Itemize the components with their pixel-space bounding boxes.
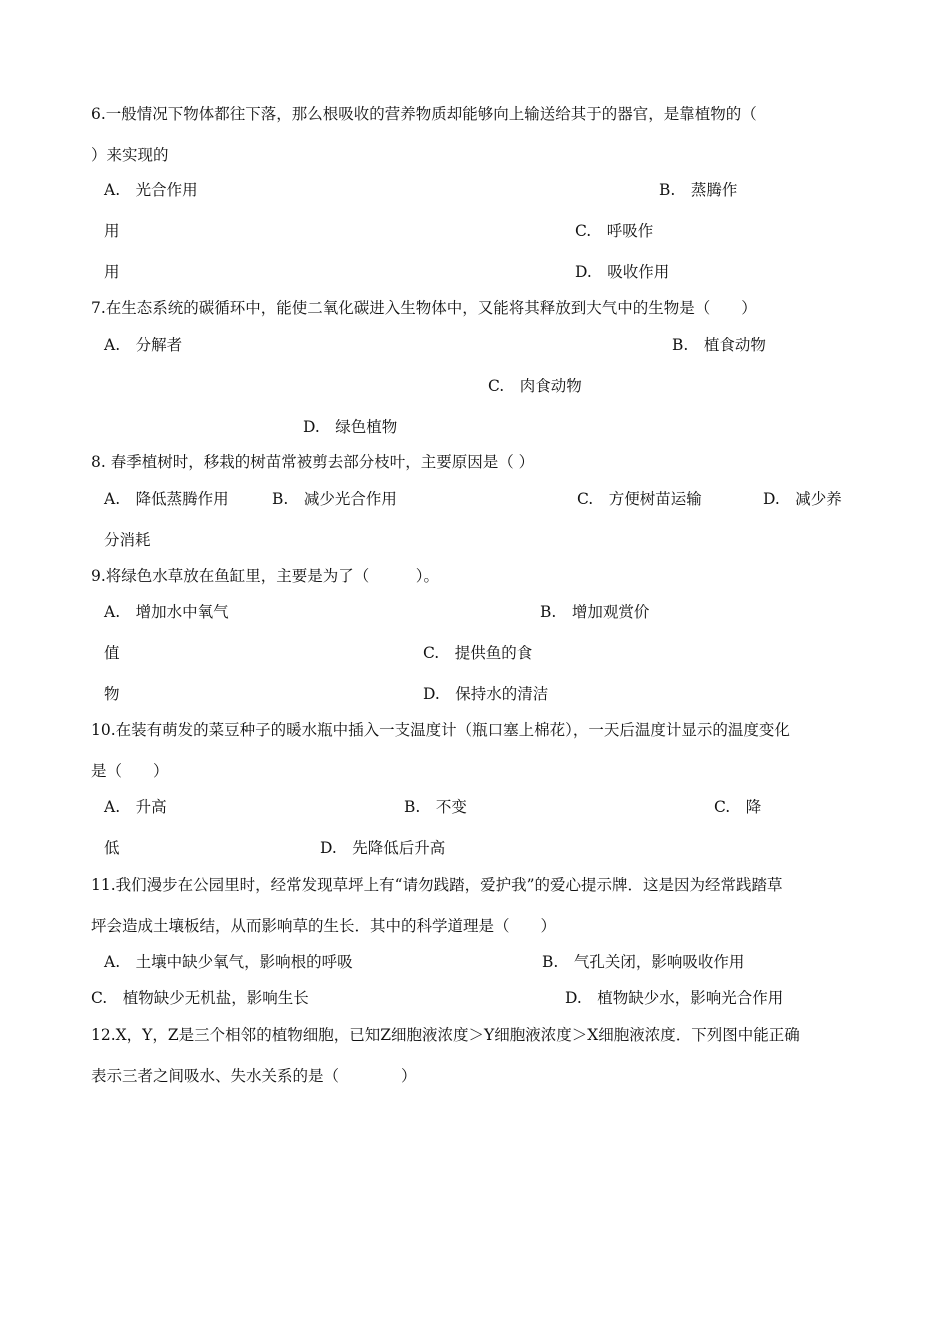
question-6-option-b-continued: 用: [104, 222, 120, 240]
question-9-option-c: C. 提供鱼的食: [423, 644, 533, 662]
question-6-option-c-continued: 用: [104, 263, 120, 281]
question-10-option-c-continued: 低: [104, 839, 120, 857]
question-6-option-a: A. 光合作用: [104, 181, 198, 199]
question-7-stem: 7.在生态系统的碳循环中，能使二氧化碳进入生物体中，又能将其释放到大气中的生物是（ ）: [91, 299, 757, 317]
question-8-option-b: B. 减少光合作用: [272, 490, 397, 508]
question-11-option-c: C. 植物缺少无机盐，影响生长: [91, 989, 309, 1007]
question-12-stem-line-1: 12.X，Y，Z是三个相邻的植物细胞，已知Z细胞液浓度＞Y细胞液浓度＞X细胞液浓度．下列图中能正确: [91, 1026, 800, 1044]
question-7-option-a: A. 分解者: [104, 336, 183, 354]
question-6-stem-line-2: ）来实现的: [91, 146, 169, 164]
question-10-option-a: A. 升高: [104, 798, 167, 816]
question-8-option-d-continued: 分消耗: [104, 531, 151, 549]
question-7-option-c: C. 肉食动物: [488, 377, 582, 395]
question-8-option-c: C. 方便树苗运输: [577, 490, 702, 508]
question-10-option-b: B. 不变: [404, 798, 467, 816]
question-11-stem-line-2: 坪会造成土壤板结，从而影响草的生长．其中的科学道理是（ ）: [91, 917, 557, 935]
question-9-option-b-continued: 值: [104, 644, 120, 662]
question-9-option-a: A. 增加水中氧气: [104, 603, 229, 621]
question-11-stem-line-1: 11.我们漫步在公园里时，经常发现草坪上有“请勿践踏，爱护我”的爱心提示牌．这是因为经常践踏草: [91, 876, 783, 894]
question-11-option-b: B. 气孔关闭，影响吸收作用: [542, 953, 745, 971]
question-9-option-c-continued: 物: [104, 685, 120, 703]
question-11-option-d: D. 植物缺少水，影响光合作用: [565, 989, 784, 1007]
question-10-option-d: D. 先降低后升高: [320, 839, 446, 857]
question-7-option-d: D. 绿色植物: [303, 418, 398, 436]
question-7-option-b: B. 植食动物: [672, 336, 766, 354]
question-6-option-b: B. 蒸腾作: [659, 181, 738, 199]
question-11-option-a: A. 土壤中缺少氧气，影响根的呼吸: [104, 953, 353, 971]
question-6-option-d: D. 吸收作用: [575, 263, 670, 281]
question-12-stem-line-2: 表示三者之间吸水、失水关系的是（ ）: [91, 1067, 417, 1085]
question-10-stem-line-1: 10.在装有萌发的菜豆种子的暖水瓶中插入一支温度计（瓶口塞上棉花），一天后温度计显示的温度变化: [91, 721, 790, 739]
question-6-option-c: C. 呼吸作: [575, 222, 654, 240]
question-10-stem-line-2: 是（ ）: [91, 762, 169, 780]
question-8-option-a: A. 降低蒸腾作用: [104, 490, 229, 508]
question-8-stem: 8. 春季植树时，移栽的树苗常被剪去部分枝叶，主要原因是（ ）: [91, 453, 535, 471]
question-9-option-b: B. 增加观赏价: [540, 603, 650, 621]
question-10-option-c: C. 降: [714, 798, 762, 816]
question-9-stem: 9.将绿色水草放在鱼缸里，主要是为了（ ）。: [91, 567, 440, 585]
question-8-option-d: D. 减少养: [763, 490, 842, 508]
question-9-option-d: D. 保持水的清洁: [423, 685, 549, 703]
question-6-stem-line-1: 6.一般情况下物体都往下落，那么根吸收的营养物质却能够向上输送给其于的器官，是靠植物的（: [91, 105, 757, 123]
